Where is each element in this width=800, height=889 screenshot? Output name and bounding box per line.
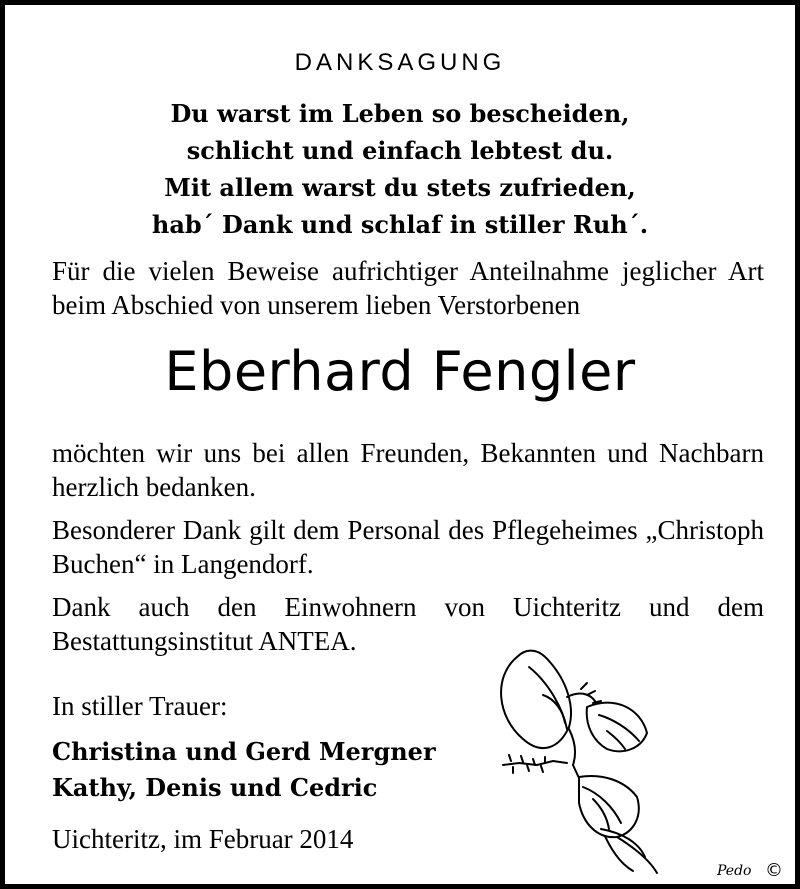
mourning-label: In stiller Trauer: (52, 691, 228, 721)
calla-lily-flower-icon (483, 637, 703, 877)
artist-credit: Pedo (717, 863, 752, 879)
notice-heading: DANKSAGUNG (294, 49, 506, 76)
intro-paragraph: Für die vielen Beweise aufrichtiger Anteilnahme jeglicher Art beim Abschied von unserem lieben Verstorbenen (52, 256, 764, 320)
place-date: Uichteritz, im Februar 2014 (52, 824, 354, 854)
poem-line: schlicht und einfach lebtest du. (186, 136, 614, 165)
deceased-name: Eberhard Fengler (164, 340, 636, 403)
signatories (52, 734, 436, 806)
copyright-symbol: © (765, 860, 783, 881)
poem-line: hab´ Dank und schlaf in stiller Ruh´. (151, 210, 649, 239)
community-thanks-paragraph: Dank auch den Einwohnern von Uichteritz und dem Bestattungsinstitut ANTEA. (52, 592, 764, 656)
signatory-line: Kathy, Denis und Cedric (52, 773, 378, 802)
special-thanks-paragraph: Besonderer Dank gilt dem Personal des Pflegeheimes „Christoph Buchen“ in Langendorf. (52, 515, 764, 579)
poem-line: Du warst im Leben so bescheiden, (170, 99, 630, 128)
memorial-poem (5, 95, 795, 243)
poem-line: Mit allem warst du stets zufrieden, (164, 173, 636, 202)
signatory-line: Christina und Gerd Mergner (52, 737, 436, 766)
thanks-paragraph: möchten wir uns bei allen Freunden, Bekannten und Nachbarn herzlich bedanken. (52, 438, 764, 502)
